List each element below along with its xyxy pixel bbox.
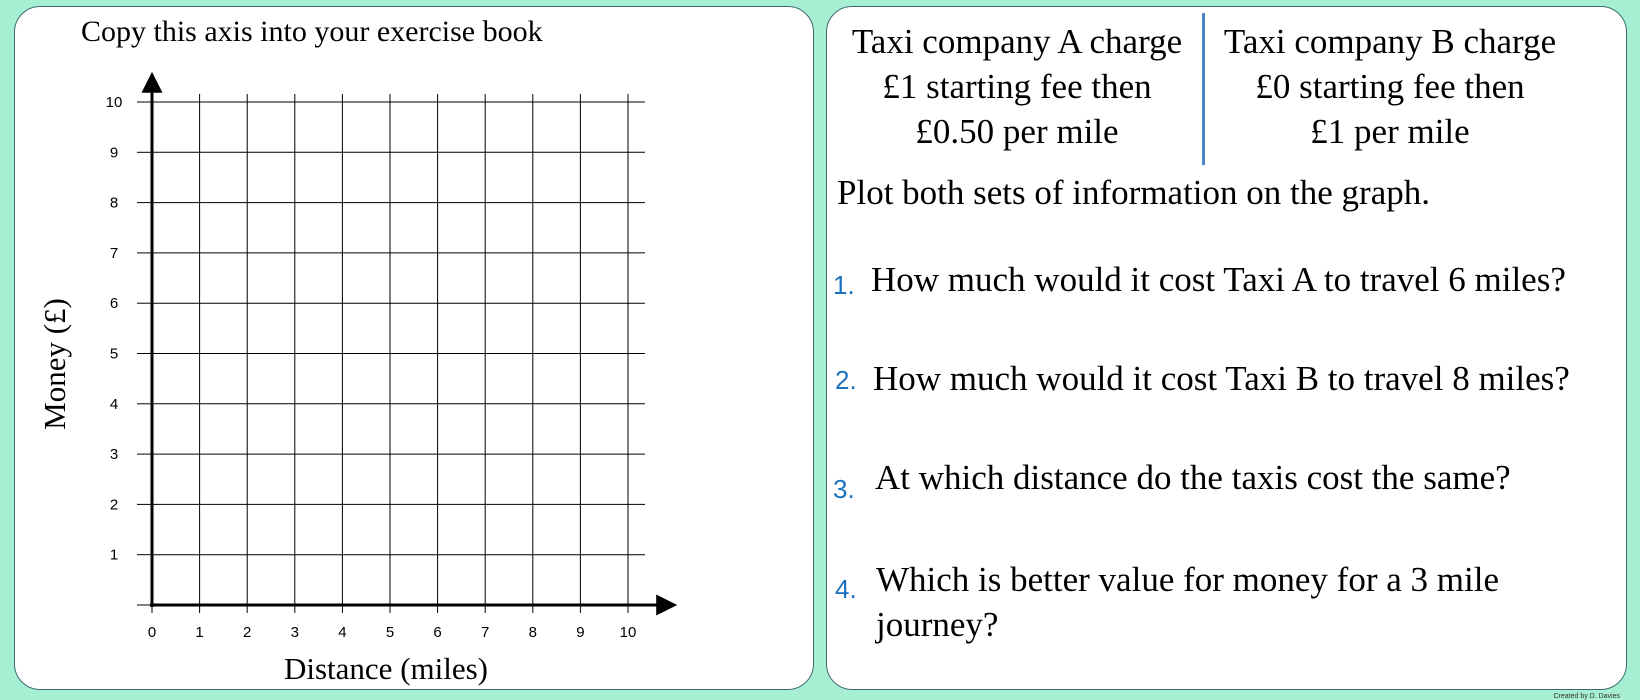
x-tick-label: 5 bbox=[385, 624, 395, 641]
empty-axis-grid bbox=[15, 7, 815, 691]
y-tick-label: 7 bbox=[109, 244, 119, 262]
x-tick-label: 1 bbox=[195, 624, 204, 641]
y-tick-label: 10 bbox=[105, 94, 123, 111]
right-panel bbox=[826, 6, 1627, 690]
question-number: 1. bbox=[833, 270, 855, 300]
y-tick-label: 6 bbox=[109, 295, 119, 313]
company-a-line: £1 starting fee then bbox=[882, 67, 1152, 106]
company-b-line: Taxi company B charge bbox=[1223, 22, 1557, 61]
x-tick-label: 8 bbox=[528, 624, 537, 641]
left-panel bbox=[14, 6, 814, 690]
question-text: How much would it cost Taxi A to travel 6 miles? bbox=[871, 260, 1566, 299]
question-number: 3. bbox=[833, 474, 855, 504]
question-text: At which distance do the taxis cost the same? bbox=[875, 458, 1511, 497]
x-tick-label: 0 bbox=[147, 624, 157, 641]
x-tick-label: 3 bbox=[290, 624, 299, 641]
company-b-line: £1 per mile bbox=[1310, 112, 1470, 151]
question-number: 2. bbox=[835, 365, 857, 395]
plot-instruction: Plot both sets of information on the graph. bbox=[837, 173, 1430, 212]
x-tick-label: 9 bbox=[576, 624, 585, 641]
y-tick-label: 3 bbox=[109, 446, 119, 464]
company-b-line: £0 starting fee then bbox=[1255, 67, 1525, 106]
x-tick-label: 7 bbox=[481, 624, 490, 641]
y-tick-label: 2 bbox=[109, 496, 119, 514]
y-tick-label: 4 bbox=[109, 395, 119, 413]
credit-text: Created by D. Davies bbox=[1553, 693, 1620, 700]
company-a-line: £0.50 per mile bbox=[915, 112, 1119, 151]
y-tick-label: 8 bbox=[109, 194, 119, 212]
taxi-company-b-info bbox=[1205, 19, 1575, 154]
x-tick-label: 6 bbox=[433, 624, 442, 641]
company-a-line: Taxi company A charge bbox=[851, 22, 1183, 61]
axis-instruction: Copy this axis into your exercise book bbox=[81, 15, 543, 48]
y-tick-label: 5 bbox=[109, 345, 119, 363]
x-axis-title: Distance (miles) bbox=[283, 651, 489, 686]
y-tick-label: 9 bbox=[109, 144, 119, 162]
question-text: Which is better value for money for a 3 mile journey? bbox=[876, 560, 1499, 644]
question-text: How much would it cost Taxi B to travel 8 miles? bbox=[873, 359, 1570, 398]
question-number: 4. bbox=[835, 574, 857, 604]
taxi-company-a-info bbox=[832, 19, 1202, 154]
x-tick-label: 10 bbox=[619, 624, 637, 641]
x-tick-label: 2 bbox=[243, 624, 252, 641]
y-axis-title: Money (£) bbox=[37, 298, 72, 430]
x-tick-label: 4 bbox=[338, 624, 347, 641]
y-tick-label: 1 bbox=[109, 546, 119, 564]
